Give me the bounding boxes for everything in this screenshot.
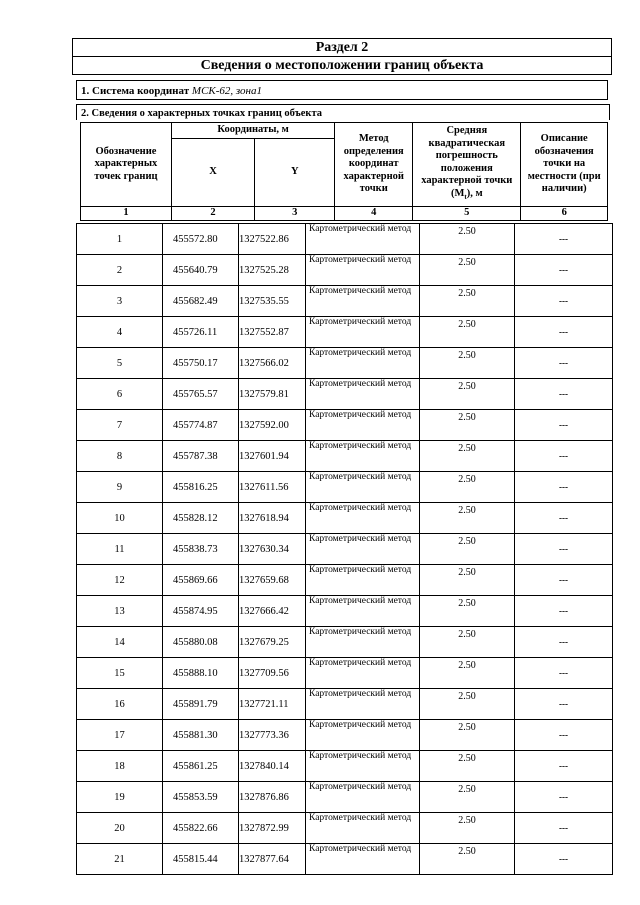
y-coordinate-cell: 1327773.36 <box>239 720 306 751</box>
table-row <box>77 782 613 813</box>
method-cell: Картометрический метод <box>306 596 420 627</box>
y-coordinate-cell: 1327522.86 <box>239 224 306 255</box>
method-cell: Картометрический метод <box>306 813 420 844</box>
table-row <box>77 379 613 410</box>
header-error <box>413 123 521 207</box>
method-cell: Картометрический метод <box>306 286 420 317</box>
point-number-cell: 17 <box>77 720 163 751</box>
header-x: X <box>171 139 254 207</box>
method-cell: Картометрический метод <box>306 751 420 782</box>
method-cell: Картометрический метод <box>306 782 420 813</box>
point-number-cell: 15 <box>77 658 163 689</box>
method-cell: Картометрический метод <box>306 627 420 658</box>
point-number-cell: 8 <box>77 441 163 472</box>
point-number-cell: 6 <box>77 379 163 410</box>
table-row <box>77 410 613 441</box>
x-coordinate-cell: 455815.44 <box>163 844 239 875</box>
table-row <box>77 565 613 596</box>
table-row <box>77 317 613 348</box>
table-row <box>77 441 613 472</box>
description-cell: --- <box>515 348 613 379</box>
description-cell: --- <box>515 658 613 689</box>
description-cell: --- <box>515 720 613 751</box>
y-coordinate-cell: 1327877.64 <box>239 844 306 875</box>
section-title: Раздел 2 <box>73 39 611 57</box>
error-cell: 2.50 <box>420 689 515 720</box>
header-description: Описание обозначения точки на местности (при наличии) <box>521 123 608 207</box>
point-number-cell: 11 <box>77 534 163 565</box>
description-cell: --- <box>515 503 613 534</box>
x-coordinate-cell: 455853.59 <box>163 782 239 813</box>
header-error-tail: ), м <box>466 187 483 199</box>
description-cell: --- <box>515 751 613 782</box>
error-cell: 2.50 <box>420 286 515 317</box>
x-coordinate-cell: 455838.73 <box>163 534 239 565</box>
method-cell: Картометрический метод <box>306 224 420 255</box>
point-number-cell: 2 <box>77 255 163 286</box>
point-number-cell: 10 <box>77 503 163 534</box>
description-cell: --- <box>515 627 613 658</box>
point-number-cell: 13 <box>77 596 163 627</box>
point-number-cell: 18 <box>77 751 163 782</box>
header-num-3: 3 <box>255 207 335 221</box>
description-cell: --- <box>515 379 613 410</box>
table-row <box>77 844 613 875</box>
y-coordinate-cell: 1327535.55 <box>239 286 306 317</box>
table-row <box>77 503 613 534</box>
points-info-caption: 2. Сведения о характерных точках границ объекта <box>81 108 322 119</box>
error-cell: 2.50 <box>420 317 515 348</box>
table-row <box>77 813 613 844</box>
point-number-cell: 5 <box>77 348 163 379</box>
point-number-cell: 1 <box>77 224 163 255</box>
table-row <box>77 627 613 658</box>
table-row <box>77 689 613 720</box>
description-cell: --- <box>515 565 613 596</box>
y-coordinate-cell: 1327709.56 <box>239 658 306 689</box>
point-number-cell: 20 <box>77 813 163 844</box>
table-row <box>77 720 613 751</box>
header-num-5: 5 <box>413 207 521 221</box>
point-number-cell: 4 <box>77 317 163 348</box>
header-method: Метод определения координат характерной точки <box>335 123 413 207</box>
y-coordinate-cell: 1327592.00 <box>239 410 306 441</box>
y-coordinate-cell: 1327611.56 <box>239 472 306 503</box>
x-coordinate-cell: 455640.79 <box>163 255 239 286</box>
error-cell: 2.50 <box>420 255 515 286</box>
x-coordinate-cell: 455816.25 <box>163 472 239 503</box>
coord-system-value: МСК-62, зона1 <box>191 85 262 97</box>
x-coordinate-cell: 455891.79 <box>163 689 239 720</box>
method-cell: Картометрический метод <box>306 658 420 689</box>
x-coordinate-cell: 455888.10 <box>163 658 239 689</box>
y-coordinate-cell: 1327601.94 <box>239 441 306 472</box>
method-cell: Картометрический метод <box>306 255 420 286</box>
method-cell: Картометрический метод <box>306 720 420 751</box>
header-num-2: 2 <box>171 207 254 221</box>
method-cell: Картометрический метод <box>306 317 420 348</box>
x-coordinate-cell: 455880.08 <box>163 627 239 658</box>
description-cell: --- <box>515 844 613 875</box>
error-cell: 2.50 <box>420 441 515 472</box>
header-designation: Обозначение характерных точек границ <box>81 123 172 207</box>
error-cell: 2.50 <box>420 379 515 410</box>
x-coordinate-cell: 455765.57 <box>163 379 239 410</box>
point-number-cell: 3 <box>77 286 163 317</box>
method-cell: Картометрический метод <box>306 348 420 379</box>
x-coordinate-cell: 455861.25 <box>163 751 239 782</box>
table-row <box>77 472 613 503</box>
y-coordinate-cell: 1327525.28 <box>239 255 306 286</box>
error-cell: 2.50 <box>420 596 515 627</box>
table-row <box>77 348 613 379</box>
point-number-cell: 16 <box>77 689 163 720</box>
error-cell: 2.50 <box>420 627 515 658</box>
x-coordinate-cell: 455881.30 <box>163 720 239 751</box>
y-coordinate-cell: 1327630.34 <box>239 534 306 565</box>
error-cell: 2.50 <box>420 720 515 751</box>
header-num-4: 4 <box>335 207 413 221</box>
error-cell: 2.50 <box>420 813 515 844</box>
method-cell: Картометрический метод <box>306 844 420 875</box>
error-cell: 2.50 <box>420 844 515 875</box>
y-coordinate-cell: 1327618.94 <box>239 503 306 534</box>
section-header <box>72 38 612 75</box>
point-number-cell: 14 <box>77 627 163 658</box>
method-cell: Картометрический метод <box>306 472 420 503</box>
y-coordinate-cell: 1327566.02 <box>239 348 306 379</box>
description-cell: --- <box>515 224 613 255</box>
table-row <box>77 255 613 286</box>
header-num-1: 1 <box>81 207 172 221</box>
y-coordinate-cell: 1327579.81 <box>239 379 306 410</box>
error-cell: 2.50 <box>420 410 515 441</box>
x-coordinate-cell: 455774.87 <box>163 410 239 441</box>
error-cell: 2.50 <box>420 348 515 379</box>
error-cell: 2.50 <box>420 751 515 782</box>
method-cell: Картометрический метод <box>306 441 420 472</box>
x-coordinate-cell: 455682.49 <box>163 286 239 317</box>
points-table <box>76 223 613 875</box>
table-row <box>77 751 613 782</box>
error-cell: 2.50 <box>420 782 515 813</box>
header-coordinates: Координаты, м <box>171 123 334 139</box>
error-cell: 2.50 <box>420 224 515 255</box>
description-cell: --- <box>515 441 613 472</box>
point-number-cell: 19 <box>77 782 163 813</box>
x-coordinate-cell: 455874.95 <box>163 596 239 627</box>
y-coordinate-cell: 1327666.42 <box>239 596 306 627</box>
section-subtitle: Сведения о местоположении границ объекта <box>200 58 484 73</box>
point-number-cell: 21 <box>77 844 163 875</box>
method-cell: Картометрический метод <box>306 534 420 565</box>
y-coordinate-cell: 1327876.86 <box>239 782 306 813</box>
header-y: Y <box>255 139 335 207</box>
table-row <box>77 224 613 255</box>
points-table-header <box>80 122 608 221</box>
points-info-block <box>76 104 610 120</box>
table-row <box>77 286 613 317</box>
description-cell: --- <box>515 255 613 286</box>
description-cell: --- <box>515 317 613 348</box>
error-cell: 2.50 <box>420 534 515 565</box>
description-cell: --- <box>515 286 613 317</box>
method-cell: Картометрический метод <box>306 379 420 410</box>
point-number-cell: 7 <box>77 410 163 441</box>
points-table-body <box>77 224 613 875</box>
description-cell: --- <box>515 472 613 503</box>
y-coordinate-cell: 1327721.11 <box>239 689 306 720</box>
header-error-sub: t <box>464 193 467 202</box>
description-cell: --- <box>515 689 613 720</box>
coord-system-label: 1. Система координат <box>81 85 190 97</box>
y-coordinate-cell: 1327840.14 <box>239 751 306 782</box>
coord-system-line <box>76 80 608 100</box>
description-cell: --- <box>515 782 613 813</box>
error-cell: 2.50 <box>420 658 515 689</box>
method-cell: Картометрический метод <box>306 503 420 534</box>
point-number-cell: 12 <box>77 565 163 596</box>
point-number-cell: 9 <box>77 472 163 503</box>
x-coordinate-cell: 455822.66 <box>163 813 239 844</box>
header-error-main: Средняя квадратическая погрешность положения характерной точки (M <box>421 125 513 199</box>
x-coordinate-cell: 455828.12 <box>163 503 239 534</box>
method-cell: Картометрический метод <box>306 689 420 720</box>
y-coordinate-cell: 1327552.87 <box>239 317 306 348</box>
x-coordinate-cell: 455726.11 <box>163 317 239 348</box>
description-cell: --- <box>515 596 613 627</box>
header-num-6: 6 <box>521 207 608 221</box>
table-row <box>77 596 613 627</box>
description-cell: --- <box>515 410 613 441</box>
y-coordinate-cell: 1327872.99 <box>239 813 306 844</box>
error-cell: 2.50 <box>420 565 515 596</box>
x-coordinate-cell: 455869.66 <box>163 565 239 596</box>
x-coordinate-cell: 455572.80 <box>163 224 239 255</box>
error-cell: 2.50 <box>420 503 515 534</box>
description-cell: --- <box>515 813 613 844</box>
error-cell: 2.50 <box>420 472 515 503</box>
description-cell: --- <box>515 534 613 565</box>
table-row <box>77 534 613 565</box>
table-row <box>77 658 613 689</box>
y-coordinate-cell: 1327679.25 <box>239 627 306 658</box>
method-cell: Картометрический метод <box>306 410 420 441</box>
x-coordinate-cell: 455750.17 <box>163 348 239 379</box>
y-coordinate-cell: 1327659.68 <box>239 565 306 596</box>
x-coordinate-cell: 455787.38 <box>163 441 239 472</box>
method-cell: Картометрический метод <box>306 565 420 596</box>
